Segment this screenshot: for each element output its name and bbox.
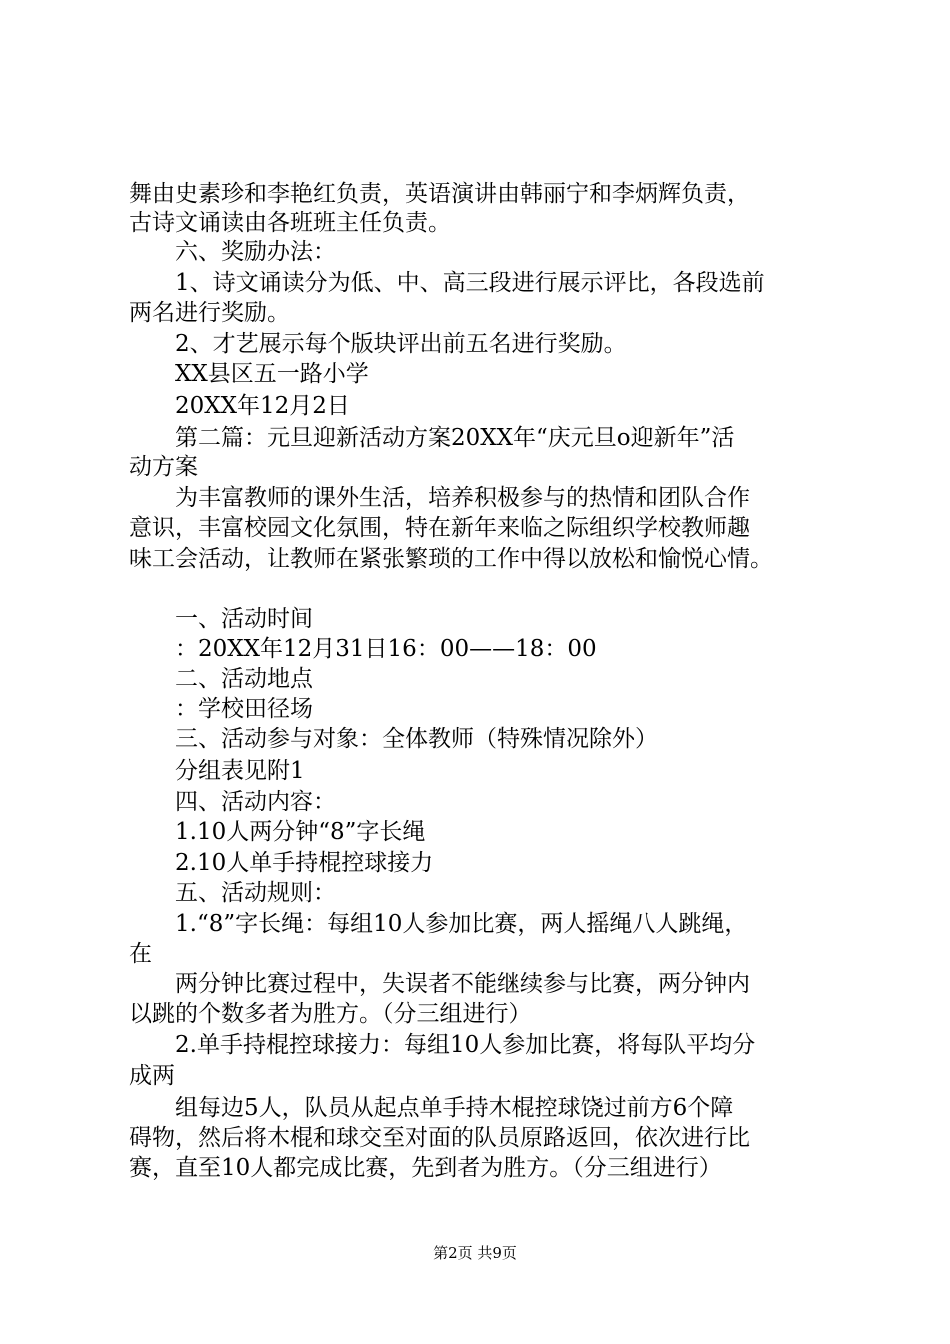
text-line: XX县区五一路小学 bbox=[175, 361, 369, 387]
text-line: 第二篇：元旦迎新活动方案20XX年“庆元旦o迎新年”活 bbox=[175, 425, 735, 451]
text-line: 2.10人单手持棍控球接力 bbox=[175, 850, 434, 876]
text-line: 舞由史素珍和李艳红负责，英语演讲由韩丽宁和李炳辉负责， bbox=[129, 181, 750, 207]
text-line: 动方案 bbox=[129, 454, 198, 480]
text-line: 1.10人两分钟“8”字长绳 bbox=[175, 819, 426, 845]
text-line: 成两 bbox=[129, 1063, 175, 1089]
page-number-footer: 第2页 共9页 bbox=[433, 1244, 517, 1262]
text-line: 1.“8”字长绳：每组10人参加比赛，两人摇绳八人跳绳， bbox=[175, 911, 748, 937]
text-line: 赛，直至10人都完成比赛，先到者为胜方。（分三组进行） bbox=[129, 1155, 722, 1181]
text-line: 味工会活动，让教师在紧张繁琐的工作中得以放松和愉悦心情。 bbox=[129, 546, 773, 572]
text-line: ：20XX年12月31日16：00——18：00 bbox=[175, 636, 597, 662]
text-line: 一、活动时间 bbox=[175, 606, 313, 632]
text-line: 二、活动地点 bbox=[175, 666, 313, 692]
text-line: 意识，丰富校园文化氛围，特在新年来临之际组织学校教师趣 bbox=[129, 515, 750, 541]
text-line: ：学校田径场 bbox=[175, 696, 313, 722]
text-line: 碍物，然后将木棍和球交至对面的队员原路返回，依次进行比 bbox=[129, 1125, 750, 1151]
text-line: 三、活动参与对象：全体教师（特殊情况除外） bbox=[175, 726, 658, 752]
text-line: 古诗文诵读由各班班主任负责。 bbox=[129, 210, 451, 236]
text-line: 两名进行奖励。 bbox=[129, 300, 290, 326]
text-line: 2.单手持棍控球接力：每组10人参加比赛，将每队平均分 bbox=[175, 1032, 756, 1058]
text-line: 分组表见附1 bbox=[175, 758, 305, 784]
text-line: 六、奖励办法： bbox=[175, 239, 336, 265]
text-line: 以跳的个数多者为胜方。（分三组进行） bbox=[129, 1001, 532, 1027]
text-line: 20XX年12月2日 bbox=[175, 393, 350, 419]
text-line: 2、才艺展示每个版块评出前五名进行奖励。 bbox=[175, 331, 627, 357]
text-line: 为丰富教师的课外生活，培养积极参与的热情和团队合作 bbox=[175, 485, 750, 511]
text-line: 1、诗文诵读分为低、中、高三段进行展示评比，各段选前 bbox=[175, 270, 765, 296]
text-line: 两分钟比赛过程中，失误者不能继续参与比赛，两分钟内 bbox=[175, 971, 750, 997]
text-line: 五、活动规则： bbox=[175, 880, 336, 906]
text-line: 组每边5人，队员从起点单手持木棍控球饶过前方6个障 bbox=[175, 1095, 734, 1121]
text-line: 四、活动内容： bbox=[175, 789, 336, 815]
text-line: 在 bbox=[129, 941, 152, 967]
